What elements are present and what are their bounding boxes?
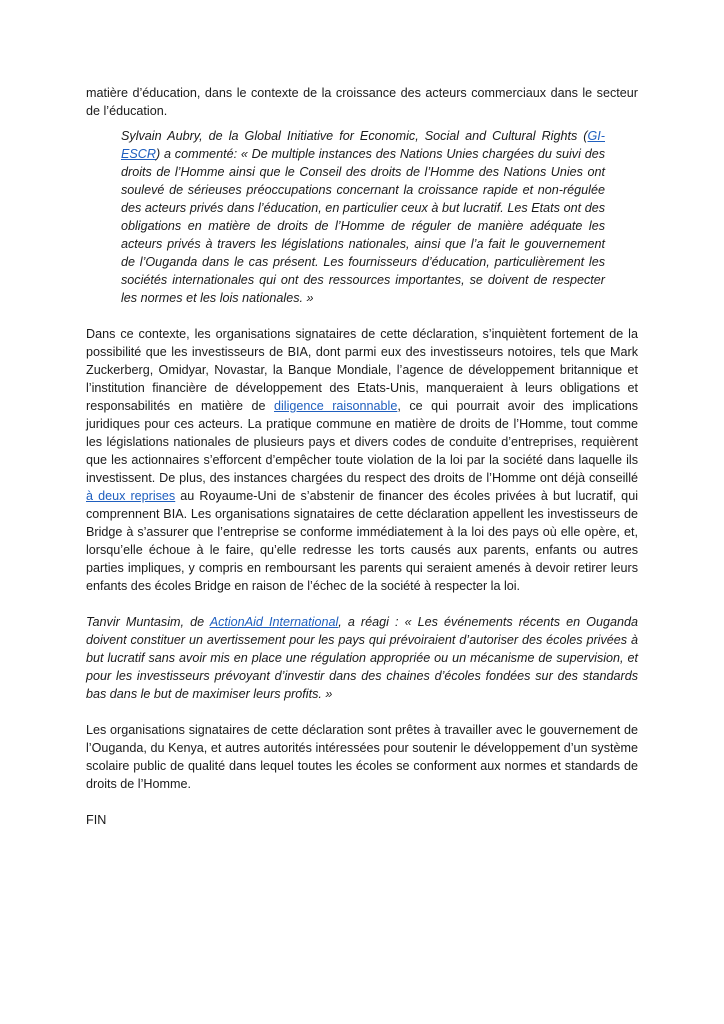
context-paragraph	[86, 325, 638, 595]
intro-text: matière d’éducation, dans le contexte de la croissance des acteurs commerciaux dans le secteur de l’éducation.	[86, 86, 638, 118]
quote-muntasim-after: , a réagi : « Les événements récents en Ouganda doivent constituer un avertissement pour les pays qui prévoiraient d’autoriser des écoles privées à but lucratif sans avoir mis en place une régulation appropriée ou un mécanisme de supervision, et pour les investisseurs prévoyant d’investir dans des chaines d’écoles fondées sur des standards bas dans le but de maximiser leurs profits. »	[86, 615, 638, 701]
closing-paragraph	[86, 721, 638, 793]
actionaid-link[interactable]: ActionAid International	[209, 615, 339, 629]
quote-aubry-after: ) a commenté: « De multiple instances des Nations Unies chargées du suivi des droits de l’Homme ainsi que le Conseil des droits de l’Homme des Nations Unies ont soulevé de sérieuses préoccupations concernant la croissance rapide et non-régulée des acteurs privés dans l’éducation, en particulier ceux à but lucratif. Les Etats ont des obligations en matière de droits de l’Homme de réguler de manière adéquate les acteurs privés à travers les législations nationales, ainsi que l’a fait le gouvernement de l’Ouganda dans le cas présent. Les fournisseurs d’éducation, particulièrement les sociétés internationales qui ont des ressources importantes, se doivent de respecter les normes et les lois nationales. »	[121, 147, 605, 305]
quote-aubry	[121, 127, 605, 307]
end-marker: FIN	[86, 813, 107, 827]
context-part-3: au Royaume-Uni de s’abstenir de financer des écoles privées à but lucratif, qui comprennent BIA. Les organisations signataires de cette déclaration appellent les investisseurs de Bridge à s’assurer que l’entreprise se conforme immédiatement à la loi des pays où elle opère, et, lorsqu’elle échoue à le faire, qu’elle redresse les torts causés aux parents, enfants ou autres parties impliques, y compris en remboursant les parents qui seraient amenés à devoir retirer leurs enfants des écoles Bridge en raison de l’échec de la société à respecter la loi.	[86, 489, 638, 593]
document-page	[86, 84, 638, 829]
closing-text: Les organisations signataires de cette déclaration sont prêtes à travailler avec le gouvernement de l’Ouganda, du Kenya, et autres autorités intéressées pour soutenir le développement d’un système scolaire public de qualité dans lequel toutes les écoles se conforment aux normes et standards de droits de l’Homme.	[86, 723, 638, 791]
context-part-2: , ce qui pourrait avoir des implications juridiques pour ces acteurs. La pratique commune en matière de droits de l’Homme, tout comme les législations nationales de plusieurs pays et divers codes de conduite d’entreprises, requièrent que les actionnaires s’efforcent d’empêcher toute violation de la loi par la société dans laquelle ils investissent. De plus, des instances chargées du respect des droits de l’Homme ont déjà conseillé	[86, 399, 638, 485]
deux-reprises-link[interactable]: à deux reprises	[86, 489, 176, 503]
context-part-1: Dans ce contexte, les organisations signataires de cette déclaration, s’inquiètent fortement de la possibilité que les investisseurs de BIA, dont parmi eux des investisseurs notoires, tels que Mark Zuckerberg, Omidyar, Novastar, la Banque Mondiale, l’agence de développement britannique et l’institution financière de développement des Etats-Unis, manqueraient à leurs obligations et responsabilités en matière de	[86, 327, 638, 413]
diligence-raisonnable-link[interactable]: diligence raisonnable	[274, 399, 398, 413]
quote-muntasim-before: Tanvir Muntasim, de	[86, 615, 210, 629]
intro-paragraph	[86, 84, 638, 120]
quote-muntasim	[86, 613, 638, 703]
gi-escr-link[interactable]: GI-ESCR	[121, 129, 605, 161]
quote-aubry-before: Sylvain Aubry, de la Global Initiative for Economic, Social and Cultural Rights (	[121, 129, 588, 143]
